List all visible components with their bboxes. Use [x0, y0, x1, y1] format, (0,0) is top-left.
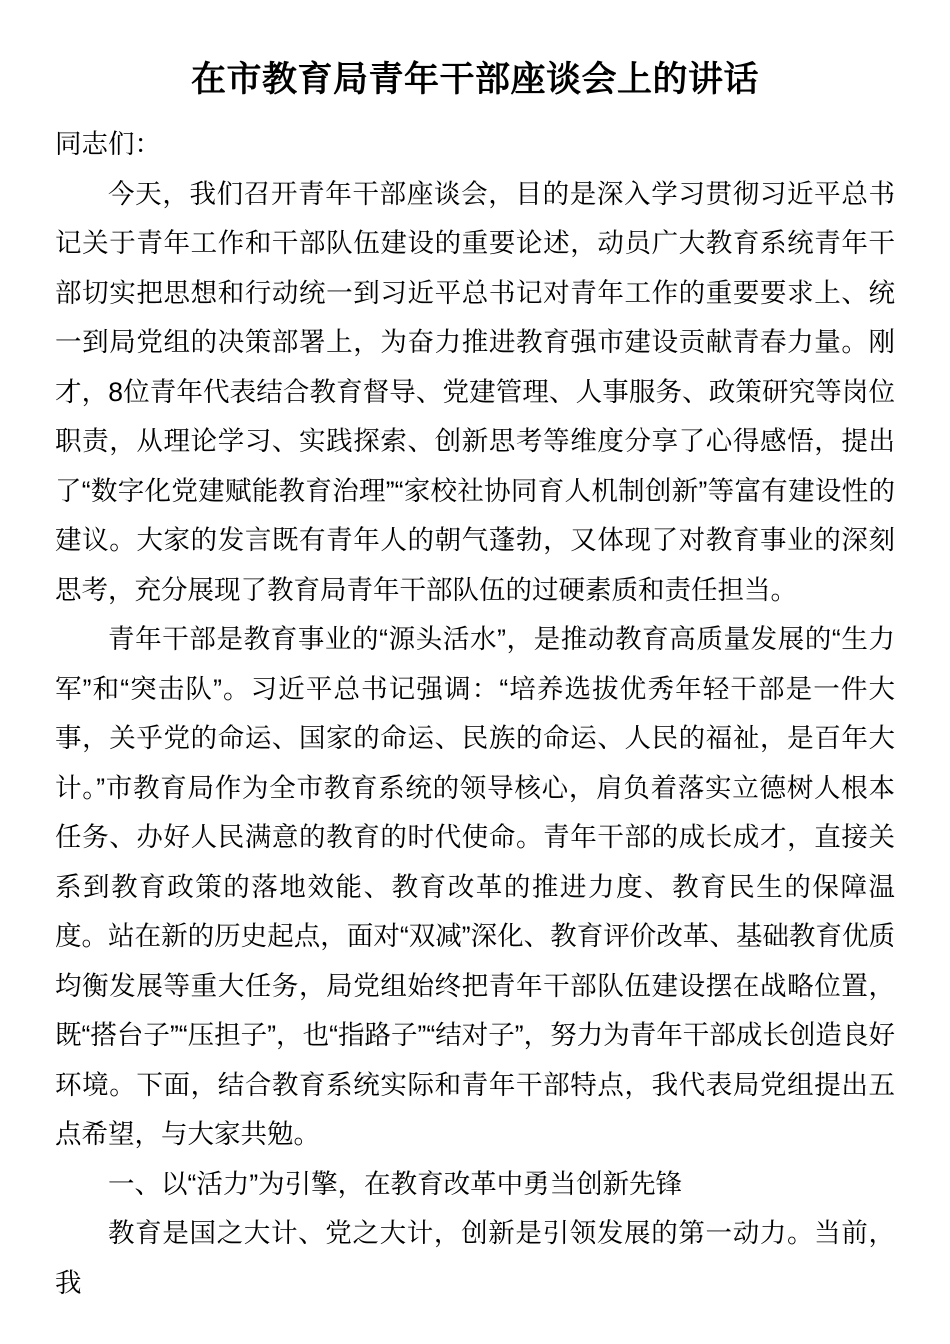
page-title: 在市教育局青年干部座谈会上的讲话: [190, 60, 759, 99]
section-paragraph-1: 教育是国之大计、党之大计，创新是引领发展的第一动力。当前，我: [55, 1218, 895, 1298]
body-paragraph-2: 青年干部是教育事业的“源头活水”，是推动教育高质量发展的“生力军”和“突击队”。习近平总书记强调：“培养选拔优秀年轻干部是一件大事，关乎党的命运、国家的命运、民族的命运、人民的福祉，是百年大计。”市教育局作为全市教育系统的领导核心，肩负着落实立德树人根本任务、办好人民满意的教育的时代使命。青年干部的成长成才，直接关系到教育政策的落地效能、教育改革的推进力度、教育民生的保障温度。站在新的历史起点，面对“双减”深化、教育评价改革、基础教育优质均衡发展等重大任务，局党组始终把青年干部队伍建设摆在战略位置，既“搭台子”“压担子”，也“指路子”“结对子”，努力为青年干部成长创造良好环境。下面，结合教育系统实际和青年干部特点，我代表局党组提出五点希望，与大家共勉。: [55, 624, 895, 1150]
document-body: [0, 120, 950, 1308]
salutation: 同志们：: [55, 129, 161, 160]
body-paragraph-1: 今天，我们召开青年干部座谈会，目的是深入学习贯彻习近平总书记关于青年工作和干部队伍建设的重要论述，动员广大教育系统青年干部切实把思想和行动统一到习近平总书记对青年工作的重要要求上、统一到局党组的决策部署上，为奋力推进教育强市建设贡献青春力量。刚才，8位青年代表结合教育督导、党建管理、人事服务、政策研究等岗位职责，从理论学习、实践探索、创新思考等维度分享了心得感悟，提出了“数字化党建赋能教育治理”“家校社协同育人机制创新”等富有建设性的建议。大家的发言既有青年人的朝气蓬勃，又体现了对教育事业的深刻思考，充分展现了教育局青年干部队伍的过硬素质和责任担当。: [55, 178, 895, 605]
section-heading-1: 一、以“活力”为引擎，在教育改革中勇当创新先锋: [108, 1168, 683, 1199]
